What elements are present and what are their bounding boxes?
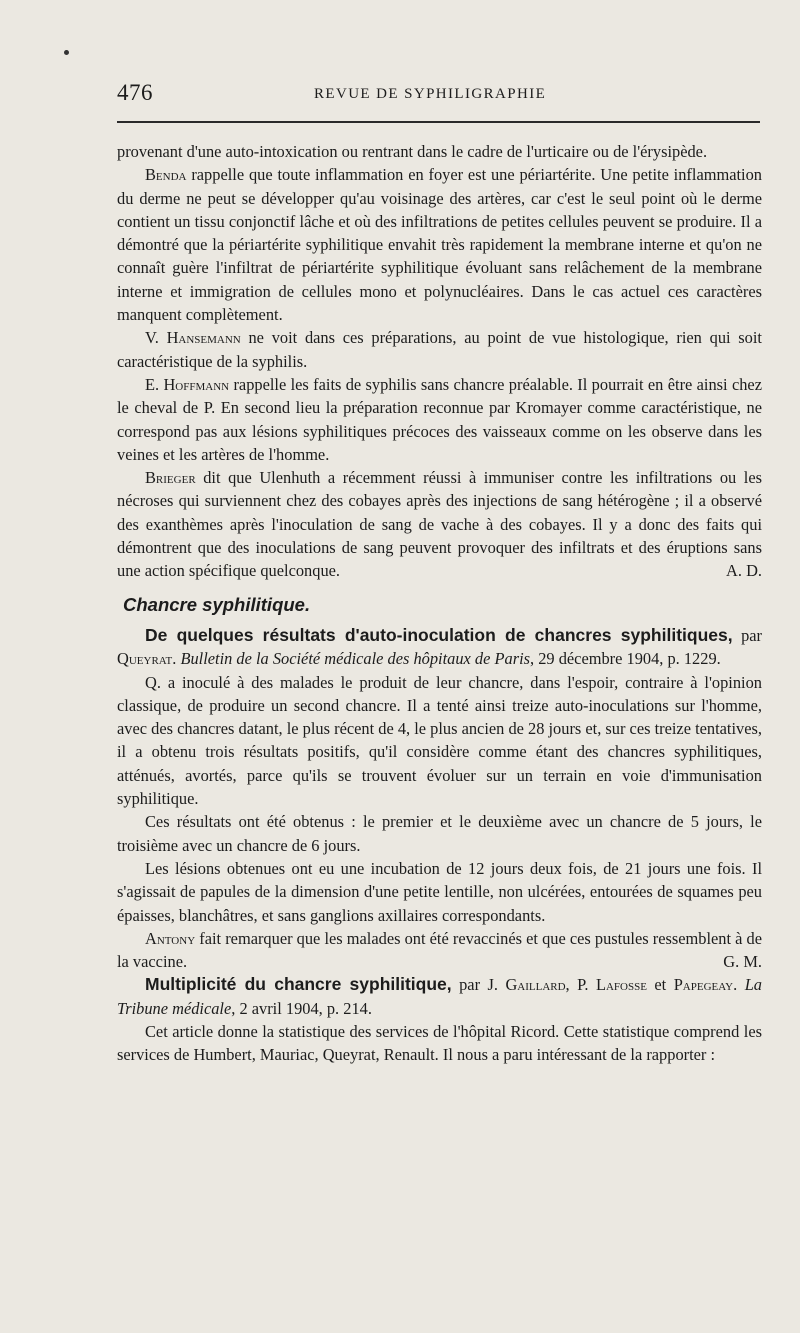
paragraph-summary-2: Ces résultats ont été obtenus : le premier et le deuxième avec un chancre de 5 jours, le troisième avec un chancre de 6 jours. xyxy=(117,812,762,855)
paragraph-summary-1: Q. a inoculé à des malades le produit de leur chancre, dans l'espoir, contraire à l'opinion classique, de produire un second chancre. Il a tenté ainsi treize auto-inoculations sur l'homme, avec des chancres datant, le plus récent de 4, le plus ancien de 28 jours et, sur ces treize tentatives, il a obtenu trois résultats positifs, qu'il considère comme étant des chancres syphilitiques, atténués, avortés, parce qu'ils se trouvent évoluer sur un terrain en voie d'immunisation syphilitique. xyxy=(117,672,762,809)
paragraph-statistics: Cet article donne la statistique des services de l'hôpital Ricord. Cette statistique comprend les services de Humbert, Mauriac, Queyrat, Renault. Il nous a paru intéressant de la rapporter : xyxy=(117,1021,762,1065)
author-name: Lafosse xyxy=(595,975,647,995)
journal-name: La Tribune médicale xyxy=(117,975,762,1018)
running-title: REVUE DE SYPHILIGRAPHIE xyxy=(314,86,547,102)
paragraph-brieger: Brieger dit que Ulenhuth a récemment réussi à immuniser contre les infiltrations ou les nécroses qui surviennent chez des cobayes après des injections de sang hétérogène ; il a observé des exanthèmes après l'inoculation de sang de vache à des cobayes. Il y a donc des faits qui démontrent que des inoculations de sang peuvent provoquer des infiltrats et des éruptions sans une action spécifique quelconque. A. D. xyxy=(117,466,762,582)
article-reference-gaillard: Multiplicité du chancre syphilitique, par J. Gaillard, P. Lafosse et Papegeay. La Tribune médicale, 2 avril 1904, p. 214. xyxy=(117,974,762,1018)
paragraph-hansemann: V. Hansemann ne voit dans ces préparations, au point de vue histologique, rien qui soit caractéristique de la syphilis. xyxy=(117,328,762,371)
author-name: Papegeay xyxy=(673,975,734,995)
paragraph-continuation: provenant d'une auto-intoxication ou rentrant dans le cadre de l'urticaire ou de l'érysipède. xyxy=(117,142,708,161)
article-reference-queyrat: De quelques résultats d'auto-inoculation de chancres syphilitiques, par Queyrat. Bulletin de la Société médicale des hôpitaux de Paris, 29 décembre 1904, p. 1229. xyxy=(117,624,763,669)
author-name: Hansemann xyxy=(166,328,241,348)
article-title: De quelques résultats d'auto-inoculation de chancres syphilitiques, xyxy=(145,624,733,645)
paragraph-summary-3: Les lésions obtenues ont eu une incubation de 12 jours deux fois, de 21 jours une fois. Il s'agissait de papules de la dimension d'une petite lentille, non ulcérées, entourées de squames peu épaisses, blanchâtres, et sans ganglions axillaires correspondants. xyxy=(117,858,762,925)
reviewer-signature: G. M. xyxy=(723,952,762,972)
journal-name: Bulletin de la Société médicale des hôpitaux de Paris xyxy=(180,649,531,669)
author-name: Benda xyxy=(145,165,187,185)
section-heading: Chancre syphilitique. xyxy=(123,593,311,615)
paragraph-benda: Benda rappelle que toute inflammation en foyer est une périartérite. Une petite inflammation du derme ne peut se développer qu'au voisinage des artères, car c'est le seul point où le derme contient un tissu conjonctif lâche et où des infiltrations de petites cellules peuvent se produire. Il a démontré que la périartérite syphilitique envahit très rapidement la membrane interne et qu'on ne connaît guère l'infiltrat de périartérite syphilitique évoluant sans relâchement de la membrane interne et immigration de cellules mono et polynucléaires. Dans le cas actuel ces caractères manquent complètement. xyxy=(117,165,762,325)
body-text xyxy=(117,140,762,1067)
page-number: 476 xyxy=(117,80,153,105)
author-name: Gaillard xyxy=(505,975,566,995)
author-name: Antony xyxy=(145,928,196,948)
header-rule xyxy=(117,121,760,123)
page-mark xyxy=(64,50,69,55)
paragraph-hoffmann: E. Hoffmann rappelle les faits de syphilis sans chancre préalable. Il pourrait en être ainsi chez le cheval de P. En second lieu la préparation reconnue par Kromayer comme caractéristique, ne correspond pas aux lésions syphilitiques précoces des vaisseaux comme on les observe dans les veines et les artères de l'homme. xyxy=(117,374,762,464)
page-header xyxy=(117,80,760,120)
author-name: Brieger xyxy=(145,468,196,488)
article-title: Multiplicité du chancre syphilitique, xyxy=(145,974,452,995)
paragraph-antony: Antony fait remarquer que les malades ont été revaccinés et que ces pustules ressemblent à de la vaccine. G. M. xyxy=(117,927,762,974)
author-name: Queyrat xyxy=(117,649,173,669)
reviewer-signature: A. D. xyxy=(726,561,762,581)
author-name: Hoffmann xyxy=(163,374,230,394)
